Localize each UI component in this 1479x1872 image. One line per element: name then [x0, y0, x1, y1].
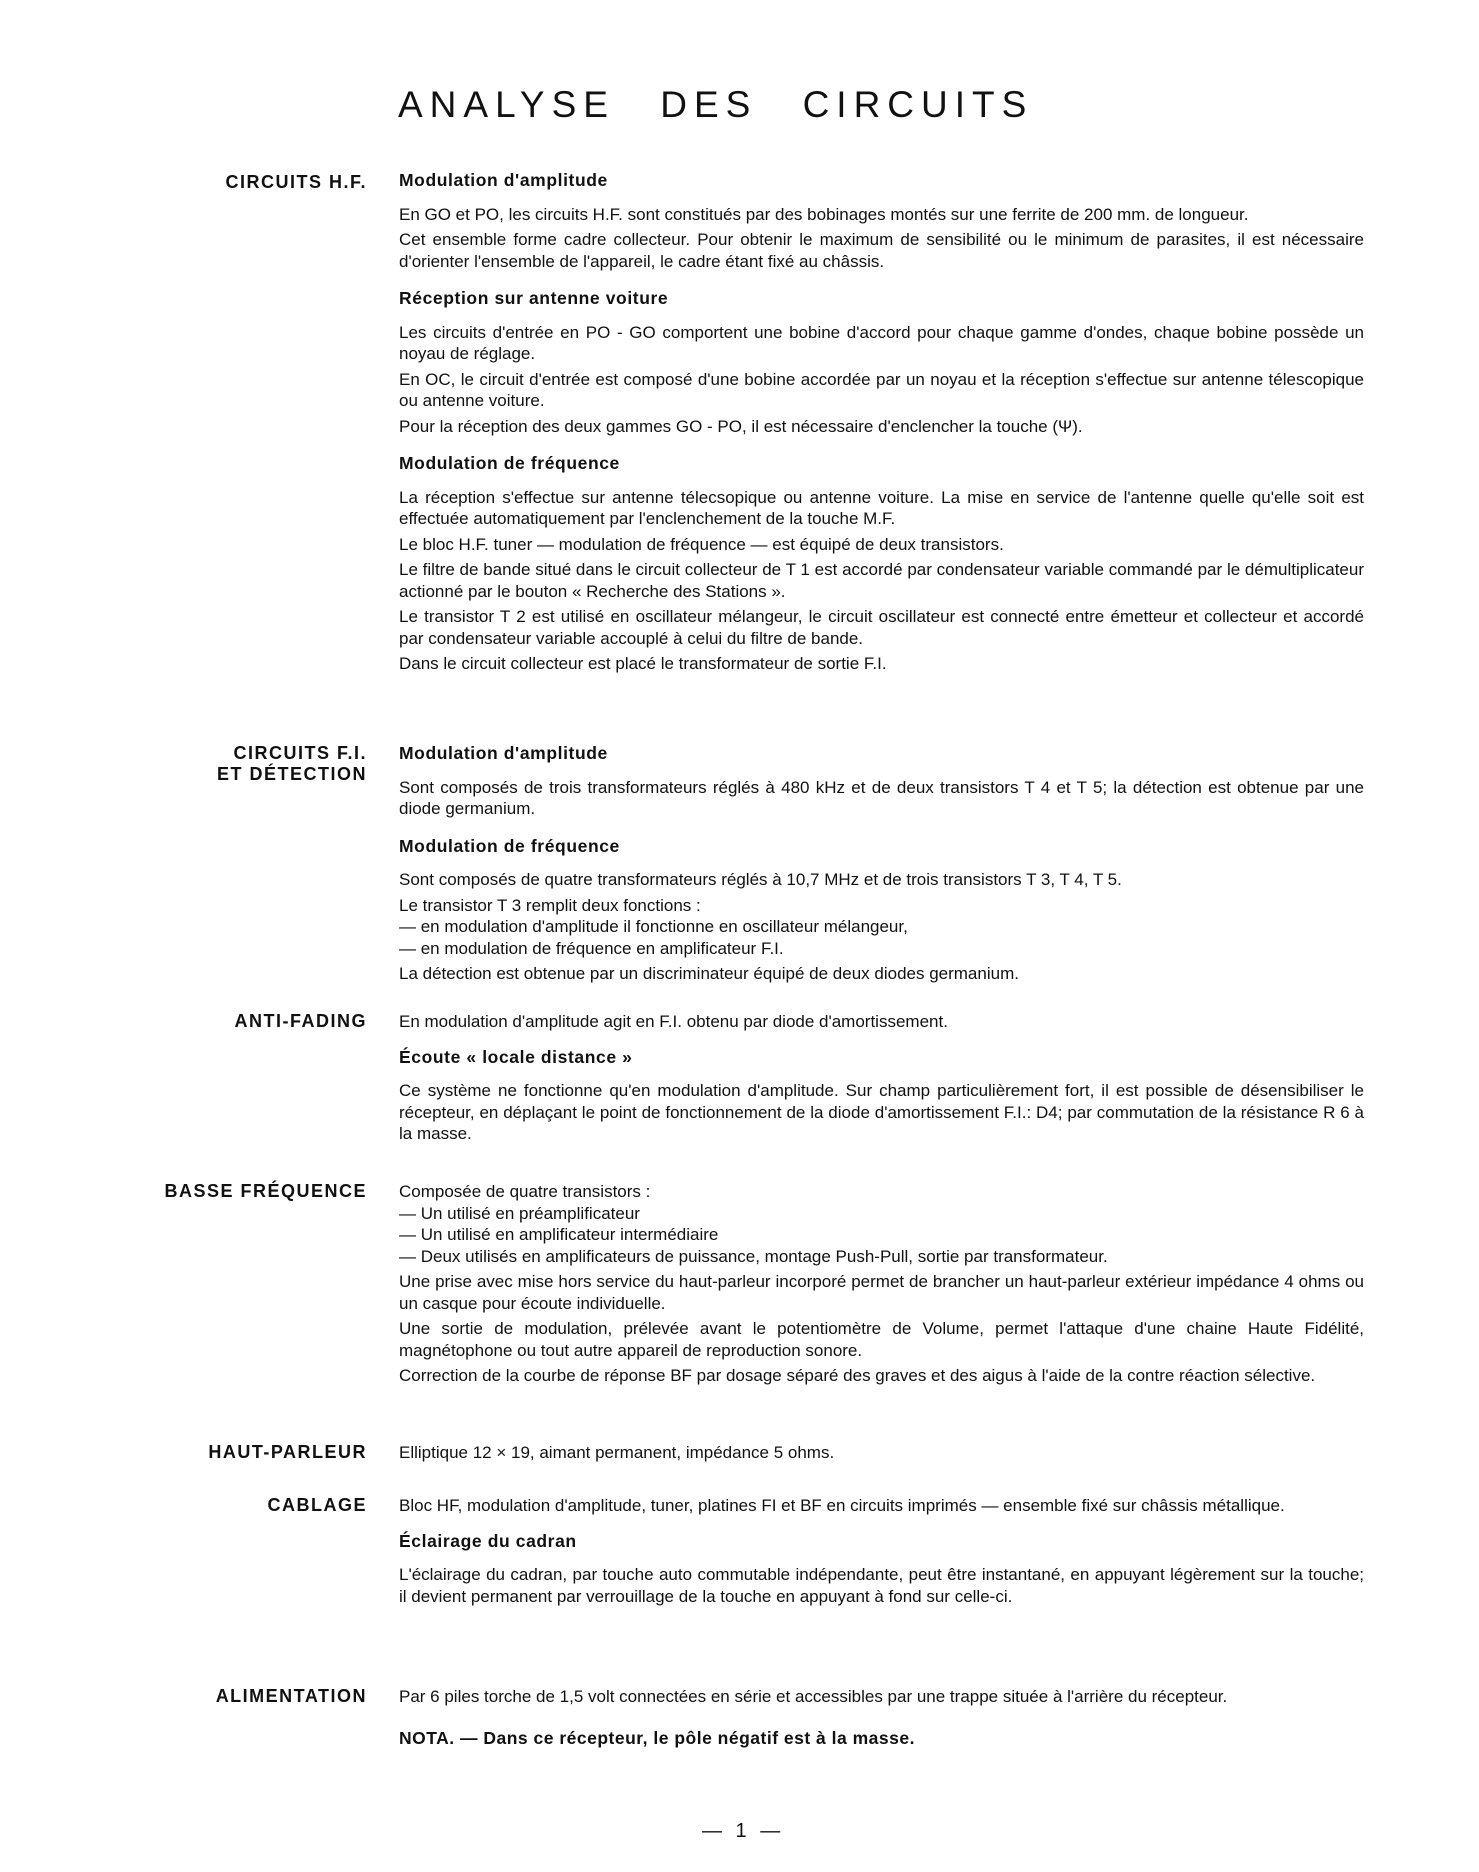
- section-content: [399, 743, 1364, 989]
- list-item: — Un utilisé en amplificateur intermédiaire: [399, 1225, 719, 1244]
- paragraph: Le bloc H.F. tuner — modulation de fréquence — est équipé de deux transistors.: [399, 534, 1004, 554]
- dash-list: [399, 916, 1364, 959]
- paragraph: En modulation d'amplitude agit en F.I. obtenu par diode d'amortissement.: [399, 1012, 948, 1031]
- section-label: ALIMENTATION: [215, 1686, 367, 1706]
- paragraph: La détection est obtenue par un discriminateur équipé de deux diodes germanium.: [399, 964, 1019, 983]
- section-label: HAUT-PARLEUR: [208, 1442, 367, 1462]
- paragraph: En GO et PO, les circuits H.F. sont constitués par des bobinages montés sur une ferrite de 200 mm. de longueur.: [399, 204, 1249, 224]
- subheading: Modulation d'amplitude: [399, 170, 608, 190]
- subheading: Éclairage du cadran: [399, 1530, 577, 1551]
- list-item: — Un utilisé en préamplificateur: [399, 1203, 640, 1223]
- paragraph: L'éclairage du cadran, par touche auto commutable indépendante, peut être instantané, en appuyant légèrement sur la touche; il devient permanent par verrouillage de la touche en appuyant à fond sur celle-ci.: [399, 1565, 1364, 1606]
- paragraph: Correction de la courbe de réponse BF par dosage séparé des graves et des aigus à l'aide de la contre réaction sélective.: [399, 1366, 1316, 1385]
- section-content: [399, 1495, 1364, 1611]
- section-label: BASSE FRÉQUENCE: [164, 1181, 367, 1201]
- paragraph: Bloc HF, modulation d'amplitude, tuner, platines FI et BF en circuits imprimés — ensemble fixé sur châssis métallique.: [399, 1496, 1285, 1515]
- paragraph: Le transistor T 2 est utilisé en oscillateur mélangeur, le circuit oscillateur est connecté entre émetteur et collecteur et accordé par condensateur variable accouplé à celui du filtre de bande.: [399, 607, 1364, 648]
- page-title: ANALYSE DES CIRCUITS: [398, 84, 1034, 125]
- paragraph: Sont composés de quatre transformateurs réglés à 10,7 MHz et de trois transistors T 3, T 4, T 5.: [399, 870, 1122, 889]
- subheading: Modulation de fréquence: [399, 453, 620, 473]
- section-content: [399, 1686, 1364, 1753]
- section-content: [399, 170, 1364, 679]
- paragraph: Par 6 piles torche de 1,5 volt connectées en série et accessibles par une trappe située à l'arrière du récepteur.: [399, 1687, 1228, 1706]
- paragraph: Cet ensemble forme cadre collecteur. Pour obtenir le maximum de sensibilité ou le minimum de parasites, il est nécessaire d'orienter l'ensemble de l'appareil, le cadre étant fixé au châssis.: [399, 230, 1364, 271]
- paragraph: La réception s'effectue sur antenne télecsopique ou antenne voiture. La mise en service de l'antenne quelle qu'elle soit est effectuée automatiquement par l'enclenchement de la touche M.F.: [399, 487, 1364, 528]
- subheading: Modulation d'amplitude: [399, 743, 608, 763]
- section-label: CIRCUITS F.I. ET DÉTECTION: [216, 743, 367, 784]
- paragraph: Les circuits d'entrée en PO - GO comportent une bobine d'accord pour chaque gamme d'ondes, chaque bobine possède un noyau de réglage.: [399, 322, 1364, 363]
- section-label: CIRCUITS H.F.: [225, 172, 367, 192]
- paragraph: Pour la réception des deux gammes GO - PO, il est nécessaire d'enclencher la touche (Ψ).: [399, 416, 1083, 436]
- list-item: — en modulation d'amplitude il fonctionne en oscillateur mélangeur,: [399, 917, 908, 936]
- dash-list: [399, 1203, 1364, 1268]
- section-content: [399, 1181, 1364, 1391]
- list-item: — en modulation de fréquence en amplificateur F.I.: [399, 938, 784, 958]
- list-item: — Deux utilisés en amplificateurs de puissance, montage Push-Pull, sortie par transformateur.: [399, 1246, 1108, 1266]
- paragraph: Sont composés de trois transformateurs réglés à 480 kHz et de deux transistors T 4 et T 5; la détection est obtenue par une diode germanium.: [399, 777, 1364, 818]
- subheading: Écoute « locale distance »: [399, 1046, 633, 1067]
- paragraph: En OC, le circuit d'entrée est composé d'une bobine accordée par un noyau et la réception s'effectue sur antenne télescopique ou antenne voiture.: [399, 369, 1364, 410]
- section-label: CABLAGE: [267, 1495, 367, 1515]
- subheading: Réception sur antenne voiture: [399, 288, 669, 308]
- section-content: [399, 1442, 1364, 1468]
- section-content: [399, 1011, 1364, 1149]
- paragraph: Ce système ne fonctionne qu'en modulation d'amplitude. Sur champ particulièrement fort, il est possible de désensibiliser le récepteur, en déplaçant le point de fonctionnement de la diode d'amortissement F.I.: D4; par commutation de la résistance R 6 à la masse.: [399, 1081, 1364, 1143]
- paragraph: Dans le circuit collecteur est placé le transformateur de sortie F.I.: [399, 654, 887, 673]
- page-number: — 1 —: [702, 1820, 785, 1842]
- paragraph: Le transistor T 3 remplit deux fonctions :: [399, 895, 701, 915]
- paragraph: Elliptique 12 × 19, aimant permanent, impédance 5 ohms.: [399, 1443, 835, 1462]
- paragraph: Composée de quatre transistors :: [399, 1182, 651, 1201]
- paragraph: Une sortie de modulation, prélevée avant le potentiomètre de Volume, permet l'attaque d'une chaine Haute Fidélité, magnétophone ou tout autre appareil de reproduction sonore.: [399, 1319, 1364, 1360]
- paragraph: Une prise avec mise hors service du haut-parleur incorporé permet de brancher un haut-parleur extérieur impédance 4 ohms ou un casque pour écoute individuelle.: [399, 1272, 1364, 1313]
- subheading: Modulation de fréquence: [399, 835, 620, 856]
- paragraph: Le filtre de bande situé dans le circuit collecteur de T 1 est accordé par condensateur variable commandé par le démultiplicateur actionné par le bouton « Recherche des Stations ».: [399, 560, 1364, 601]
- nota-note: NOTA. — Dans ce récepteur, le pôle négatif est à la masse.: [399, 1727, 915, 1748]
- section-label: ANTI-FADING: [234, 1011, 367, 1031]
